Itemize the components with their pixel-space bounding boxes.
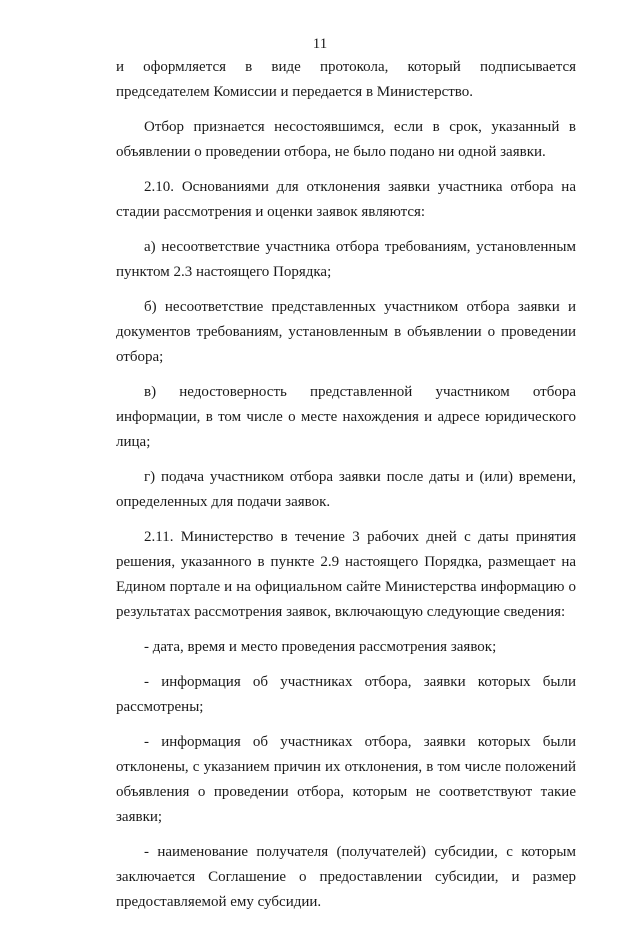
paragraph-continuation: и оформляется в виде протокола, который подписывается председателем Комиссии и передается в Министерство. — [116, 59, 576, 100]
paragraph-2-10-a: а) несоответствие участника отбора требованиям, установленным пунктом 2.3 настоящего Порядка; — [116, 239, 576, 280]
paragraph-2-11: 2.11. Министерство в течение 3 рабочих дней с даты принятия решения, указанного в пункте 2.9 настоящего Порядка, размещает на Едином портале и на официальном сайте Министерства информацию о результатах рассмотрения заявок, включающую следующие сведения: — [116, 529, 576, 620]
paragraph-2-10: 2.10. Основаниями для отклонения заявки участника отбора на стадии рассмотрения и оценки заявок являются: — [116, 179, 576, 220]
document-body — [116, 55, 576, 925]
paragraph-selection-failed: Отбор признается несостоявшимся, если в срок, указанный в объявлении о проведении отбора, не было подано ни одной заявки. — [116, 119, 576, 160]
paragraph-2-10-v: в) недостоверность представленной участником отбора информации, в том числе о месте нахождения и адресе юридического лица; — [116, 384, 576, 450]
list-item-considered-participants: - информация об участниках отбора, заявки которых были рассмотрены; — [116, 674, 576, 715]
list-item-recipient: - наименование получателя (получателей) субсидии, с которым заключается Соглашение о предоставлении субсидии, и размер предоставляемой ему субсидии. — [116, 844, 576, 910]
paragraph-2-10-g: г) подача участником отбора заявки после даты и (или) времени, определенных для подачи заявок. — [116, 469, 576, 510]
paragraph-2-10-b: б) несоответствие представленных участником отбора заявки и документов требованиям, установленным в объявлении о проведении отбора; — [116, 299, 576, 365]
list-item-date-time-place: - дата, время и место проведения рассмотрения заявок; — [144, 639, 497, 655]
page-number: 11 — [312, 36, 328, 52]
list-item-rejected-participants: - информация об участниках отбора, заявки которых были отклонены, с указанием причин их отклонения, в том числе положений объявления о проведении отбора, которым не соответствуют такие заявки; — [116, 734, 576, 825]
